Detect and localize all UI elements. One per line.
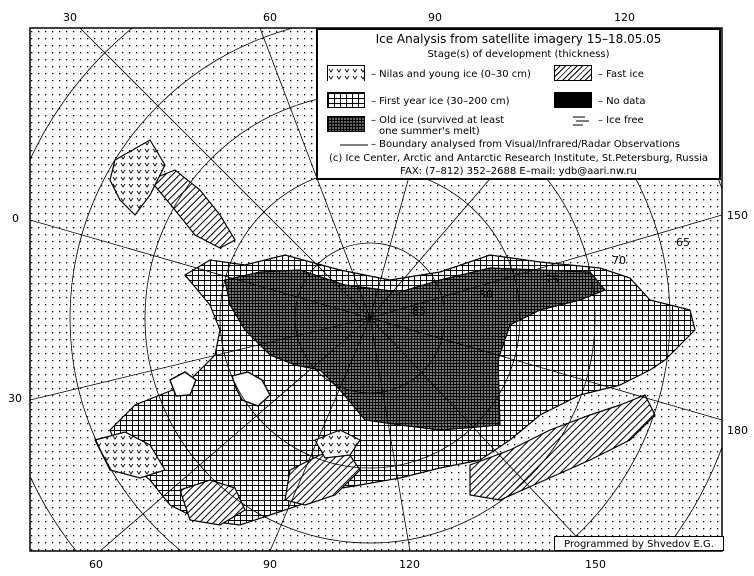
right-label-150: 150 [727, 209, 748, 222]
copyright-text: (c) Ice Center, Arctic and Antarctic Research Institute, St.Petersburg, Russia [329, 153, 708, 164]
legend-panel [316, 28, 721, 180]
lat-label-65: 65 [676, 236, 690, 249]
left-label-30: 30 [8, 392, 22, 405]
ice-free-legend-label: – Ice free [598, 115, 644, 126]
fast-ice-swatch [554, 65, 592, 81]
no-data-swatch [554, 92, 592, 108]
bottom-label-120: 120 [399, 558, 420, 571]
legend-subtitle: Stage(s) of development (thickness) [427, 49, 610, 60]
boundary-line-icon [340, 143, 368, 147]
legend-title: Ice Analysis from satellite imagery 15–18.05.05 [375, 32, 662, 46]
first-year-legend-label: – First year ice (30–200 cm) [371, 96, 510, 107]
first-year-swatch [327, 92, 365, 108]
lat-label-85: 85 [412, 305, 426, 318]
nilas-swatch [327, 65, 365, 81]
bottom-label-60: 60 [89, 558, 103, 571]
right-label-180: 180 [727, 424, 748, 437]
left-label-0: 0 [12, 212, 19, 225]
top-label-90: 90 [428, 11, 442, 24]
old-ice-legend-label: – Old ice (survived at least [371, 115, 505, 126]
contact-text: FAX: (7–812) 352–2688 E–mail: ydb@aari.nw.ru [400, 166, 637, 177]
top-label-120: 120 [614, 11, 635, 24]
nilas-legend-label: – Nilas and young ice (0–30 cm) [371, 69, 531, 80]
lat-label-80: 80 [479, 288, 493, 301]
boundary-legend-label: – Boundary analysed from Visual/Infrared/Radar Observations [371, 139, 680, 150]
programmer-credit: Programmed by Shvedov E.G. [554, 536, 724, 551]
ice-free-symbol-icon [571, 114, 593, 126]
fast-ice-legend-label: – Fast ice [598, 69, 644, 80]
lat-label-70: 70 [612, 254, 626, 267]
lat-label-75: 75 [545, 273, 559, 286]
old-ice-legend-label-2: one summer's melt) [379, 126, 480, 137]
no-data-legend-label: – No data [598, 96, 646, 107]
top-label-30: 30 [63, 11, 77, 24]
old-ice-swatch [327, 116, 365, 132]
top-label-60: 60 [263, 11, 277, 24]
bottom-label-150: 150 [585, 558, 606, 571]
bottom-label-90: 90 [263, 558, 277, 571]
